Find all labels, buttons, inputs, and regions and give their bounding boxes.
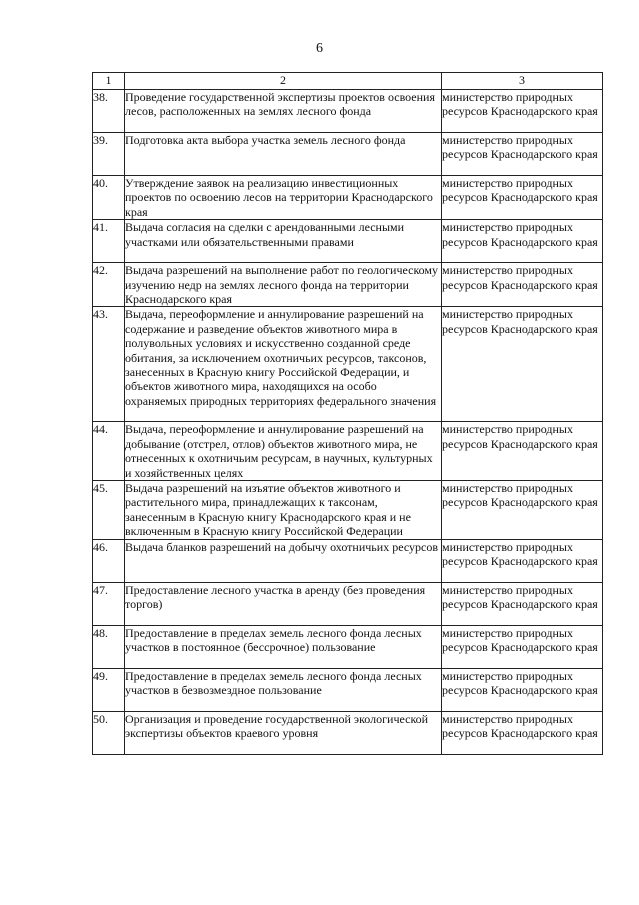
table-row bbox=[93, 220, 603, 263]
responsible-body: министерство природных ресурсов Краснодарского края bbox=[442, 422, 603, 481]
table-row bbox=[93, 711, 603, 754]
page-number: 6 bbox=[316, 41, 323, 56]
table-header-row bbox=[93, 73, 603, 90]
service-name: Утверждение заявок на реализацию инвестиционных проектов по освоению лесов на территории Краснодарского края bbox=[125, 176, 442, 220]
row-number: 38. bbox=[93, 90, 125, 133]
row-number: 42. bbox=[93, 263, 125, 307]
responsible-body: министерство природных ресурсов Краснодарского края bbox=[442, 263, 603, 307]
column-header: 1 bbox=[93, 73, 125, 90]
table-row bbox=[93, 263, 603, 307]
service-name: Выдача разрешений на выполнение работ по геологическому изучению недр на землях лесного фонда на территории Краснодарского края bbox=[125, 263, 442, 307]
row-number: 45. bbox=[93, 481, 125, 540]
table-row bbox=[93, 133, 603, 176]
row-number: 50. bbox=[93, 711, 125, 754]
responsible-body: министерство природных ресурсов Краснодарского края bbox=[442, 133, 603, 176]
service-name: Выдача бланков разрешений на добычу охотничьих ресурсов bbox=[125, 539, 442, 582]
row-number: 41. bbox=[93, 220, 125, 263]
service-name: Предоставление в пределах земель лесного фонда лесных участков в постоянное (бессрочное) пользование bbox=[125, 625, 442, 668]
service-name: Выдача разрешений на изъятие объектов животного и растительного мира, принадлежащих к таксонам, занесенным в Красную книгу Краснодарского края и не включенным в Красную книгу Российской Федерации bbox=[125, 481, 442, 540]
column-header: 3 bbox=[442, 73, 603, 90]
service-name: Предоставление лесного участка в аренду (без проведения торгов) bbox=[125, 582, 442, 625]
table-row bbox=[93, 176, 603, 220]
responsible-body: министерство природных ресурсов Краснодарского края bbox=[442, 90, 603, 133]
row-number: 47. bbox=[93, 582, 125, 625]
service-name: Подготовка акта выбора участка земель лесного фонда bbox=[125, 133, 442, 176]
responsible-body: министерство природных ресурсов Краснодарского края bbox=[442, 625, 603, 668]
responsible-body: министерство природных ресурсов Краснодарского края bbox=[442, 220, 603, 263]
responsible-body: министерство природных ресурсов Краснодарского края bbox=[442, 539, 603, 582]
row-number: 48. bbox=[93, 625, 125, 668]
responsible-body: министерство природных ресурсов Краснодарского края bbox=[442, 481, 603, 540]
responsible-body: министерство природных ресурсов Краснодарского края bbox=[442, 307, 603, 422]
service-name: Выдача, переоформление и аннулирование разрешений на добывание (отстрел, отлов) объектов животного мира, не отнесенных к охотничьим ресурсам, в научных, культурных и хозяйственных целях bbox=[125, 422, 442, 481]
service-name: Предоставление в пределах земель лесного фонда лесных участков в безвозмездное пользование bbox=[125, 668, 442, 711]
row-number: 46. bbox=[93, 539, 125, 582]
service-name: Проведение государственной экспертизы проектов освоения лесов, расположенных на землях лесного фонда bbox=[125, 90, 442, 133]
table-row bbox=[93, 582, 603, 625]
responsible-body: министерство природных ресурсов Краснодарского края bbox=[442, 582, 603, 625]
table-row bbox=[93, 307, 603, 422]
row-number: 43. bbox=[93, 307, 125, 422]
service-name: Выдача, переоформление и аннулирование разрешений на содержание и разведение объектов животного мира в полувольных условиях и искусственно созданной среде обитания, за исключением охотничьих ресурсов, таксонов, занесенных в Красную книгу Российской Федерации, и объектов животного мира, находящихся на особо охраняемых природных территориях федерального значения bbox=[125, 307, 442, 422]
column-header: 2 bbox=[125, 73, 442, 90]
row-number: 49. bbox=[93, 668, 125, 711]
responsible-body: министерство природных ресурсов Краснодарского края bbox=[442, 711, 603, 754]
row-number: 39. bbox=[93, 133, 125, 176]
table-row bbox=[93, 481, 603, 540]
service-name: Выдача согласия на сделки с арендованными лесными участками или обязательственными правами bbox=[125, 220, 442, 263]
responsible-body: министерство природных ресурсов Краснодарского края bbox=[442, 668, 603, 711]
table-row bbox=[93, 539, 603, 582]
services-table bbox=[92, 72, 603, 755]
table-row bbox=[93, 668, 603, 711]
row-number: 40. bbox=[93, 176, 125, 220]
responsible-body: министерство природных ресурсов Краснодарского края bbox=[442, 176, 603, 220]
service-name: Организация и проведение государственной экологической экспертизы объектов краевого уровня bbox=[125, 711, 442, 754]
table-row bbox=[93, 90, 603, 133]
table-row bbox=[93, 422, 603, 481]
row-number: 44. bbox=[93, 422, 125, 481]
table-row bbox=[93, 625, 603, 668]
